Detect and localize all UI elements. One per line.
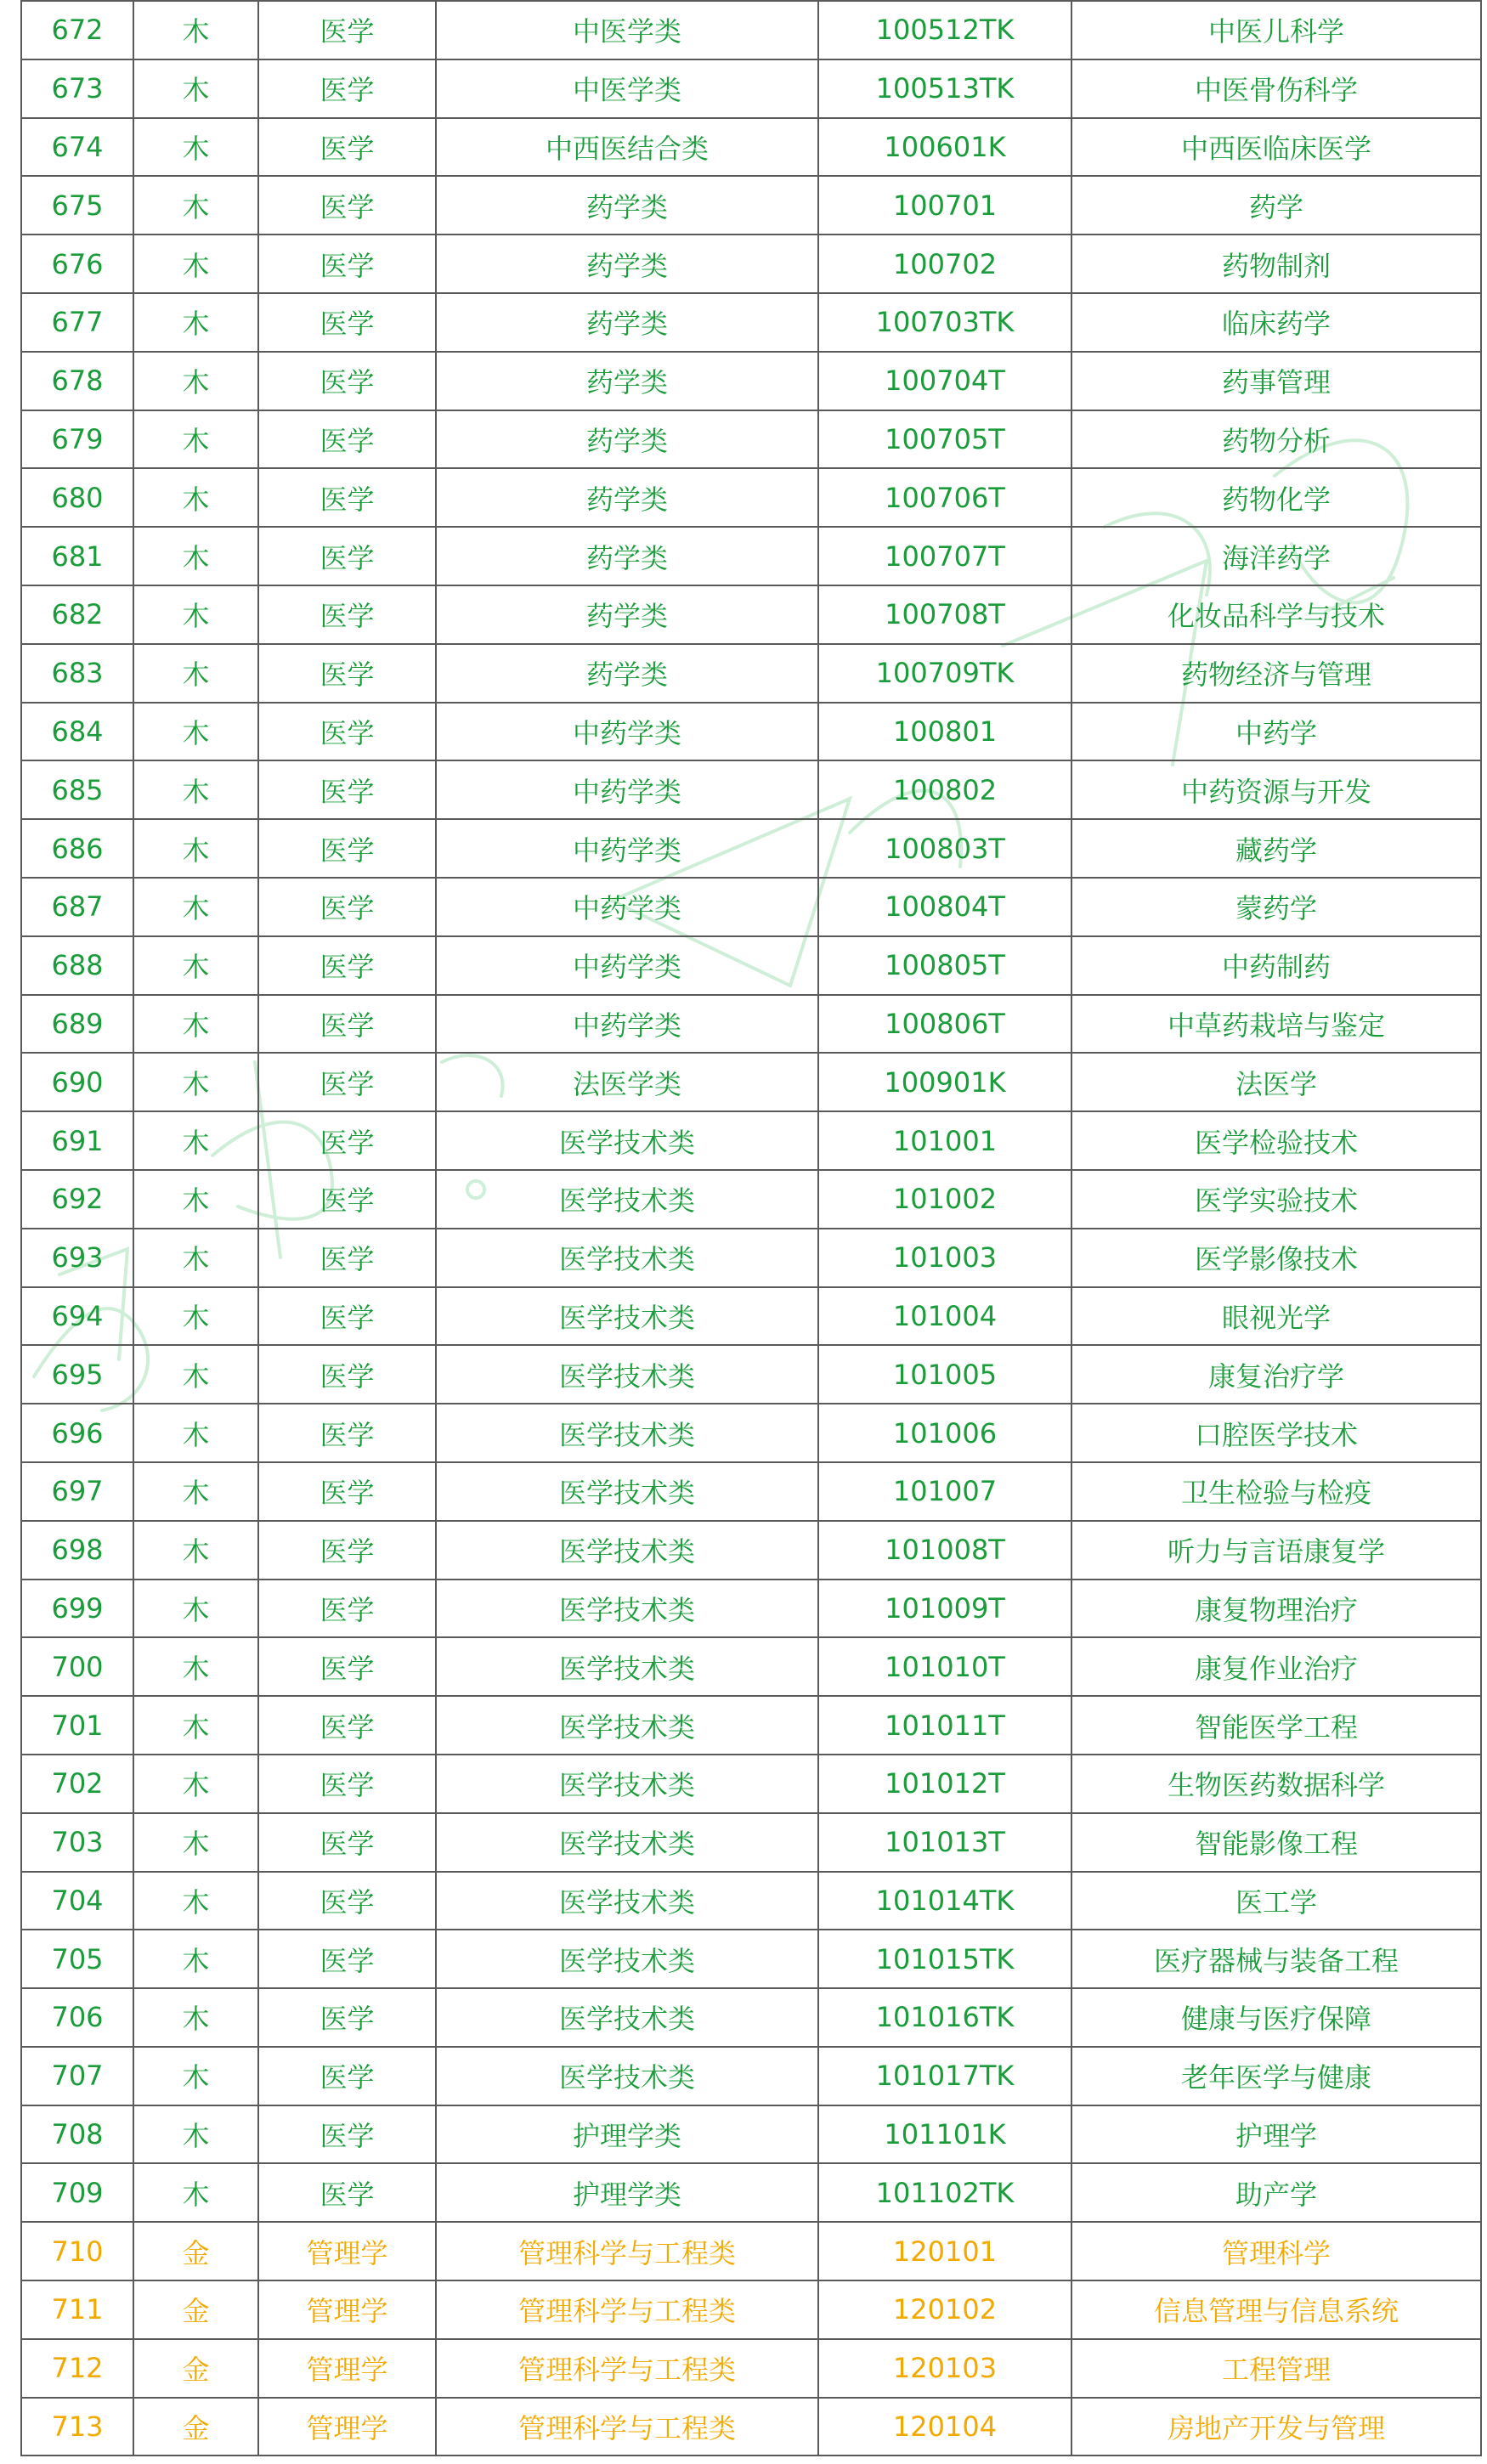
row-number-cell: 704: [21, 1872, 133, 1930]
table-row: [21, 760, 1481, 819]
row-number-cell: 685: [21, 760, 133, 819]
table-row: [21, 1287, 1481, 1346]
row-number-cell: 703: [21, 1813, 133, 1872]
table-row: [21, 118, 1481, 177]
row-number-cell: 702: [21, 1755, 133, 1813]
code-cell: 101006: [818, 1404, 1071, 1462]
category-cell: 医学: [258, 1580, 436, 1638]
category-cell: 医学: [258, 176, 436, 235]
category-cell: 医学: [258, 410, 436, 469]
table-row: [21, 176, 1481, 235]
table-row: [21, 1755, 1481, 1813]
code-cell: 100709TK: [818, 644, 1071, 703]
element-cell: 木: [133, 1404, 258, 1462]
element-cell: 木: [133, 2105, 258, 2164]
code-cell: 100702: [818, 235, 1071, 293]
table-row: [21, 59, 1481, 118]
class-cell: 医学技术类: [436, 1404, 818, 1462]
table-row: [21, 1872, 1481, 1930]
table-row: [21, 2047, 1481, 2105]
class-cell: 医学技术类: [436, 1872, 818, 1930]
category-cell: 医学: [258, 1111, 436, 1170]
element-cell: 木: [133, 585, 258, 644]
element-cell: 木: [133, 2047, 258, 2105]
class-cell: 医学技术类: [436, 1637, 818, 1696]
category-cell: 医学: [258, 235, 436, 293]
row-number-cell: 692: [21, 1170, 133, 1229]
element-cell: 木: [133, 1111, 258, 1170]
code-cell: 100705T: [818, 410, 1071, 469]
major-cell: 药事管理: [1071, 352, 1481, 410]
major-cell: 口腔医学技术: [1071, 1404, 1481, 1462]
code-cell: 100802: [818, 760, 1071, 819]
category-cell: 医学: [258, 760, 436, 819]
major-cell: 老年医学与健康: [1071, 2047, 1481, 2105]
major-cell: 管理科学: [1071, 2222, 1481, 2280]
major-cell: 智能影像工程: [1071, 1813, 1481, 1872]
code-cell: 101011T: [818, 1696, 1071, 1755]
code-cell: 101016TK: [818, 1988, 1071, 2047]
row-number-cell: 697: [21, 1462, 133, 1521]
table-row: [21, 235, 1481, 293]
code-cell: 101005: [818, 1345, 1071, 1404]
table-row: [21, 2222, 1481, 2280]
class-cell: 药学类: [436, 527, 818, 585]
element-cell: 木: [133, 1872, 258, 1930]
major-cell: 医学实验技术: [1071, 1170, 1481, 1229]
element-cell: 木: [133, 1988, 258, 2047]
code-cell: 101013T: [818, 1813, 1071, 1872]
code-cell: 101008T: [818, 1521, 1071, 1580]
row-number-cell: 700: [21, 1637, 133, 1696]
element-cell: 木: [133, 1813, 258, 1872]
code-cell: 120101: [818, 2222, 1071, 2280]
row-number-cell: 707: [21, 2047, 133, 2105]
major-cell: 化妆品科学与技术: [1071, 585, 1481, 644]
table-row: [21, 468, 1481, 527]
class-cell: 医学技术类: [436, 1696, 818, 1755]
class-cell: 护理学类: [436, 2105, 818, 2164]
class-cell: 管理科学与工程类: [436, 2339, 818, 2398]
code-cell: 101009T: [818, 1580, 1071, 1638]
class-cell: 医学技术类: [436, 1988, 818, 2047]
element-cell: 木: [133, 1930, 258, 1988]
code-cell: 100701: [818, 176, 1071, 235]
element-cell: 木: [133, 995, 258, 1054]
element-cell: 木: [133, 527, 258, 585]
code-cell: 100707T: [818, 527, 1071, 585]
row-number-cell: 687: [21, 878, 133, 936]
table-row: [21, 1, 1481, 59]
category-cell: 医学: [258, 2047, 436, 2105]
code-cell: 100703TK: [818, 293, 1071, 352]
major-table: [20, 0, 1482, 2456]
class-cell: 医学技术类: [436, 1170, 818, 1229]
table-row: [21, 819, 1481, 878]
table-row: [21, 1229, 1481, 1287]
element-cell: 木: [133, 352, 258, 410]
table-row: [21, 2280, 1481, 2339]
class-cell: 药学类: [436, 352, 818, 410]
class-cell: 中药学类: [436, 819, 818, 878]
category-cell: 医学: [258, 1755, 436, 1813]
category-cell: 医学: [258, 995, 436, 1054]
code-cell: 101015TK: [818, 1930, 1071, 1988]
row-number-cell: 696: [21, 1404, 133, 1462]
major-cell: 眼视光学: [1071, 1287, 1481, 1346]
code-cell: 100512TK: [818, 1, 1071, 59]
element-cell: 木: [133, 235, 258, 293]
row-number-cell: 679: [21, 410, 133, 469]
major-cell: 中药资源与开发: [1071, 760, 1481, 819]
major-cell: 临床药学: [1071, 293, 1481, 352]
class-cell: 中药学类: [436, 703, 818, 761]
class-cell: 中西医结合类: [436, 118, 818, 177]
major-cell: 智能医学工程: [1071, 1696, 1481, 1755]
row-number-cell: 713: [21, 2398, 133, 2456]
code-cell: 100704T: [818, 352, 1071, 410]
major-cell: 藏药学: [1071, 819, 1481, 878]
row-number-cell: 694: [21, 1287, 133, 1346]
table-row: [21, 1521, 1481, 1580]
code-cell: 101004: [818, 1287, 1071, 1346]
row-number-cell: 708: [21, 2105, 133, 2164]
major-cell: 康复物理治疗: [1071, 1580, 1481, 1638]
class-cell: 医学技术类: [436, 1930, 818, 1988]
category-cell: 医学: [258, 1, 436, 59]
major-cell: 药物化学: [1071, 468, 1481, 527]
major-cell: 中医儿科学: [1071, 1, 1481, 59]
code-cell: 100708T: [818, 585, 1071, 644]
row-number-cell: 678: [21, 352, 133, 410]
category-cell: 医学: [258, 59, 436, 118]
code-cell: 100706T: [818, 468, 1071, 527]
code-cell: 101014TK: [818, 1872, 1071, 1930]
class-cell: 医学技术类: [436, 1229, 818, 1287]
category-cell: 医学: [258, 468, 436, 527]
category-cell: 医学: [258, 352, 436, 410]
table-row: [21, 936, 1481, 995]
major-cell: 康复治疗学: [1071, 1345, 1481, 1404]
major-cell: 医疗器械与装备工程: [1071, 1930, 1481, 1988]
element-cell: 木: [133, 1345, 258, 1404]
major-cell: 助产学: [1071, 2163, 1481, 2222]
major-cell: 卫生检验与检疫: [1071, 1462, 1481, 1521]
table-row: [21, 352, 1481, 410]
element-cell: 木: [133, 59, 258, 118]
table-row: [21, 1988, 1481, 2047]
category-cell: 医学: [258, 1696, 436, 1755]
major-cell: 药物分析: [1071, 410, 1481, 469]
table-row: [21, 1930, 1481, 1988]
table-row: [21, 1813, 1481, 1872]
element-cell: 木: [133, 819, 258, 878]
row-number-cell: 684: [21, 703, 133, 761]
class-cell: 医学技术类: [436, 1287, 818, 1346]
major-cell: 法医学: [1071, 1053, 1481, 1111]
category-cell: 医学: [258, 2163, 436, 2222]
table-row: [21, 1345, 1481, 1404]
row-number-cell: 690: [21, 1053, 133, 1111]
category-cell: 管理学: [258, 2398, 436, 2456]
row-number-cell: 691: [21, 1111, 133, 1170]
element-cell: 木: [133, 1580, 258, 1638]
class-cell: 法医学类: [436, 1053, 818, 1111]
category-cell: 医学: [258, 2105, 436, 2164]
category-cell: 管理学: [258, 2280, 436, 2339]
element-cell: 木: [133, 878, 258, 936]
code-cell: 101102TK: [818, 2163, 1071, 2222]
table-row: [21, 2398, 1481, 2456]
element-cell: 木: [133, 1755, 258, 1813]
row-number-cell: 698: [21, 1521, 133, 1580]
class-cell: 中药学类: [436, 878, 818, 936]
major-cell: 中草药栽培与鉴定: [1071, 995, 1481, 1054]
row-number-cell: 711: [21, 2280, 133, 2339]
table-row: [21, 1580, 1481, 1638]
table-row: [21, 1404, 1481, 1462]
table-row: [21, 1111, 1481, 1170]
category-cell: 医学: [258, 644, 436, 703]
row-number-cell: 695: [21, 1345, 133, 1404]
row-number-cell: 672: [21, 1, 133, 59]
class-cell: 医学技术类: [436, 1462, 818, 1521]
element-cell: 金: [133, 2280, 258, 2339]
class-cell: 管理科学与工程类: [436, 2280, 818, 2339]
table-row: [21, 703, 1481, 761]
table-row: [21, 293, 1481, 352]
element-cell: 木: [133, 1053, 258, 1111]
element-cell: 木: [133, 293, 258, 352]
code-cell: 100801: [818, 703, 1071, 761]
class-cell: 药学类: [436, 585, 818, 644]
category-cell: 医学: [258, 819, 436, 878]
major-cell: 中药学: [1071, 703, 1481, 761]
table-row: [21, 2105, 1481, 2164]
code-cell: 101001: [818, 1111, 1071, 1170]
element-cell: 木: [133, 176, 258, 235]
row-number-cell: 674: [21, 118, 133, 177]
category-cell: 医学: [258, 1229, 436, 1287]
major-cell: 中西医临床医学: [1071, 118, 1481, 177]
table-row: [21, 527, 1481, 585]
category-cell: 医学: [258, 1170, 436, 1229]
category-cell: 医学: [258, 1462, 436, 1521]
class-cell: 药学类: [436, 176, 818, 235]
class-cell: 医学技术类: [436, 2047, 818, 2105]
row-number-cell: 699: [21, 1580, 133, 1638]
row-number-cell: 681: [21, 527, 133, 585]
code-cell: 101017TK: [818, 2047, 1071, 2105]
element-cell: 木: [133, 703, 258, 761]
major-cell: 蒙药学: [1071, 878, 1481, 936]
major-cell: 工程管理: [1071, 2339, 1481, 2398]
category-cell: 医学: [258, 1287, 436, 1346]
category-cell: 医学: [258, 878, 436, 936]
class-cell: 医学技术类: [436, 1813, 818, 1872]
row-number-cell: 688: [21, 936, 133, 995]
element-cell: 木: [133, 760, 258, 819]
table-body: [21, 1, 1481, 2456]
element-cell: 木: [133, 1287, 258, 1346]
category-cell: 医学: [258, 293, 436, 352]
class-cell: 中药学类: [436, 760, 818, 819]
category-cell: 医学: [258, 1404, 436, 1462]
class-cell: 医学技术类: [436, 1580, 818, 1638]
row-number-cell: 689: [21, 995, 133, 1054]
row-number-cell: 676: [21, 235, 133, 293]
element-cell: 木: [133, 936, 258, 995]
table-row: [21, 1053, 1481, 1111]
major-cell: 中药制药: [1071, 936, 1481, 995]
category-cell: 医学: [258, 1345, 436, 1404]
element-cell: 金: [133, 2398, 258, 2456]
row-number-cell: 682: [21, 585, 133, 644]
row-number-cell: 693: [21, 1229, 133, 1287]
category-cell: 管理学: [258, 2222, 436, 2280]
code-cell: 101101K: [818, 2105, 1071, 2164]
code-cell: 101002: [818, 1170, 1071, 1229]
class-cell: 医学技术类: [436, 1111, 818, 1170]
category-cell: 医学: [258, 703, 436, 761]
code-cell: 101007: [818, 1462, 1071, 1521]
code-cell: 120102: [818, 2280, 1071, 2339]
class-cell: 药学类: [436, 410, 818, 469]
category-cell: 医学: [258, 1053, 436, 1111]
row-number-cell: 712: [21, 2339, 133, 2398]
class-cell: 医学技术类: [436, 1345, 818, 1404]
code-cell: 101010T: [818, 1637, 1071, 1696]
code-cell: 100805T: [818, 936, 1071, 995]
class-cell: 药学类: [436, 293, 818, 352]
major-cell: 听力与言语康复学: [1071, 1521, 1481, 1580]
table-row: [21, 995, 1481, 1054]
class-cell: 中医学类: [436, 59, 818, 118]
element-cell: 木: [133, 468, 258, 527]
category-cell: 医学: [258, 1872, 436, 1930]
class-cell: 医学技术类: [436, 1755, 818, 1813]
row-number-cell: 675: [21, 176, 133, 235]
element-cell: 木: [133, 1637, 258, 1696]
table-row: [21, 878, 1481, 936]
category-cell: 管理学: [258, 2339, 436, 2398]
row-number-cell: 701: [21, 1696, 133, 1755]
code-cell: 100513TK: [818, 59, 1071, 118]
row-number-cell: 686: [21, 819, 133, 878]
code-cell: 120103: [818, 2339, 1071, 2398]
code-cell: 100901K: [818, 1053, 1071, 1111]
table-row: [21, 585, 1481, 644]
code-cell: 100803T: [818, 819, 1071, 878]
class-cell: 管理科学与工程类: [436, 2398, 818, 2456]
table-row: [21, 1637, 1481, 1696]
row-number-cell: 673: [21, 59, 133, 118]
major-cell: 医学影像技术: [1071, 1229, 1481, 1287]
category-cell: 医学: [258, 1988, 436, 2047]
major-cell: 房地产开发与管理: [1071, 2398, 1481, 2456]
class-cell: 中药学类: [436, 995, 818, 1054]
class-cell: 管理科学与工程类: [436, 2222, 818, 2280]
table-row: [21, 2163, 1481, 2222]
row-number-cell: 709: [21, 2163, 133, 2222]
code-cell: 101012T: [818, 1755, 1071, 1813]
element-cell: 木: [133, 118, 258, 177]
class-cell: 药学类: [436, 644, 818, 703]
table-row: [21, 1696, 1481, 1755]
element-cell: 木: [133, 1, 258, 59]
class-cell: 中医学类: [436, 1, 818, 59]
element-cell: 木: [133, 2163, 258, 2222]
table-row: [21, 410, 1481, 469]
element-cell: 木: [133, 1696, 258, 1755]
element-cell: 木: [133, 1462, 258, 1521]
class-cell: 中药学类: [436, 936, 818, 995]
element-cell: 木: [133, 1229, 258, 1287]
major-cell: 药学: [1071, 176, 1481, 235]
major-cell: 药物制剂: [1071, 235, 1481, 293]
row-number-cell: 677: [21, 293, 133, 352]
element-cell: 木: [133, 1170, 258, 1229]
category-cell: 医学: [258, 936, 436, 995]
table-row: [21, 2339, 1481, 2398]
row-number-cell: 680: [21, 468, 133, 527]
major-cell: 信息管理与信息系统: [1071, 2280, 1481, 2339]
major-cell: 健康与医疗保障: [1071, 1988, 1481, 2047]
class-cell: 医学技术类: [436, 1521, 818, 1580]
code-cell: 100804T: [818, 878, 1071, 936]
category-cell: 医学: [258, 527, 436, 585]
row-number-cell: 705: [21, 1930, 133, 1988]
category-cell: 医学: [258, 1930, 436, 1988]
major-cell: 医学检验技术: [1071, 1111, 1481, 1170]
element-cell: 木: [133, 644, 258, 703]
table-row: [21, 1170, 1481, 1229]
code-cell: 100806T: [818, 995, 1071, 1054]
class-cell: 药学类: [436, 468, 818, 527]
code-cell: 101003: [818, 1229, 1071, 1287]
row-number-cell: 683: [21, 644, 133, 703]
major-cell: 生物医药数据科学: [1071, 1755, 1481, 1813]
major-cell: 海洋药学: [1071, 527, 1481, 585]
category-cell: 医学: [258, 1813, 436, 1872]
category-cell: 医学: [258, 585, 436, 644]
major-cell: 中医骨伤科学: [1071, 59, 1481, 118]
element-cell: 木: [133, 410, 258, 469]
element-cell: 木: [133, 1521, 258, 1580]
major-cell: 医工学: [1071, 1872, 1481, 1930]
element-cell: 金: [133, 2339, 258, 2398]
category-cell: 医学: [258, 1521, 436, 1580]
row-number-cell: 706: [21, 1988, 133, 2047]
table-row: [21, 644, 1481, 703]
code-cell: 100601K: [818, 118, 1071, 177]
category-cell: 医学: [258, 118, 436, 177]
class-cell: 药学类: [436, 235, 818, 293]
row-number-cell: 710: [21, 2222, 133, 2280]
code-cell: 120104: [818, 2398, 1071, 2456]
major-cell: 护理学: [1071, 2105, 1481, 2164]
category-cell: 医学: [258, 1637, 436, 1696]
class-cell: 护理学类: [436, 2163, 818, 2222]
table-row: [21, 1462, 1481, 1521]
major-cell: 康复作业治疗: [1071, 1637, 1481, 1696]
major-cell: 药物经济与管理: [1071, 644, 1481, 703]
element-cell: 金: [133, 2222, 258, 2280]
